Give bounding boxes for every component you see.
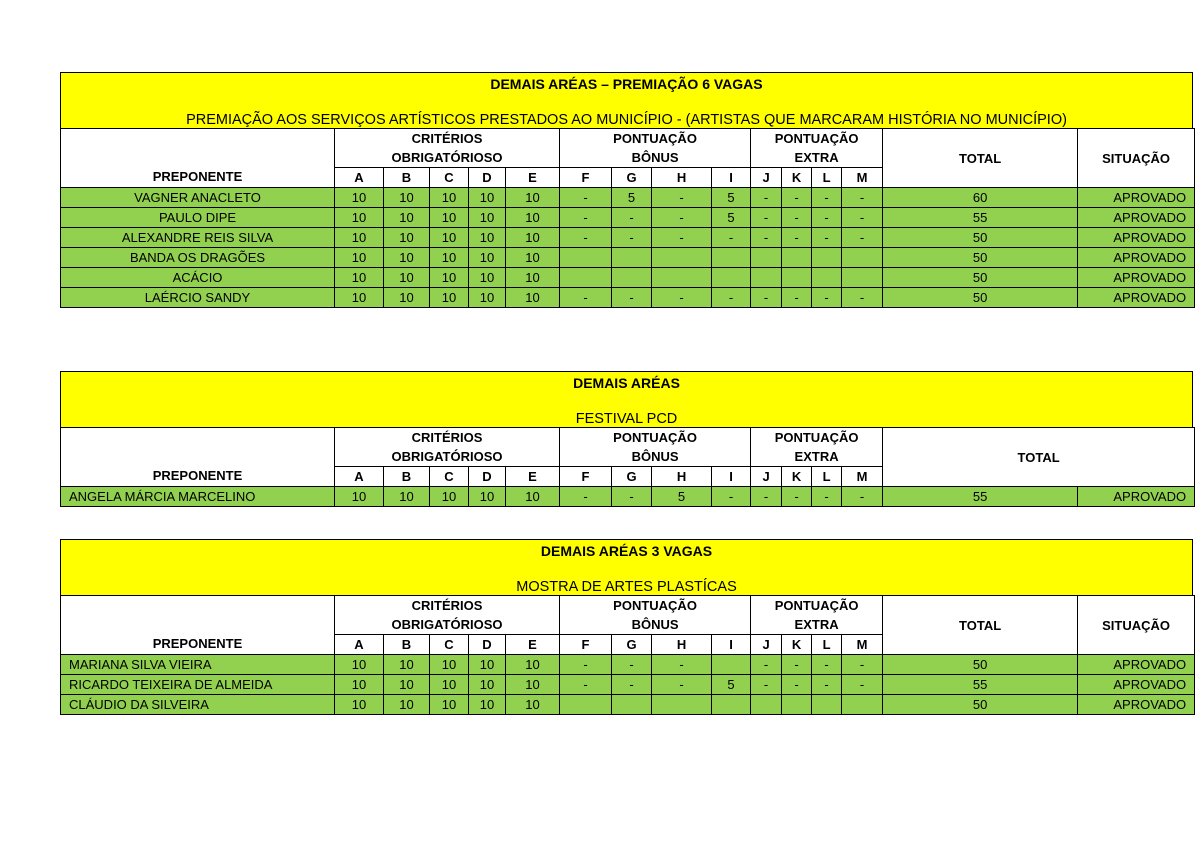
- table-row: [61, 695, 1195, 715]
- score-g: -: [612, 288, 652, 308]
- criterion-letter-b: B: [384, 467, 430, 487]
- score-l: -: [812, 288, 842, 308]
- bonus-header-line1: PONTUAÇÃO: [613, 598, 697, 613]
- score-i: -: [712, 487, 751, 507]
- score-d: 10: [469, 248, 506, 268]
- score-f: -: [560, 288, 612, 308]
- score-j: -: [751, 188, 782, 208]
- situacao-header: SITUAÇÃO: [1078, 129, 1195, 188]
- score-k: [782, 268, 812, 288]
- extra-header-line2: EXTRA: [794, 449, 839, 464]
- table-row: [61, 655, 1195, 675]
- preponente-name: BANDA OS DRAGÕES: [61, 248, 335, 268]
- criterios-header: [335, 596, 560, 635]
- score-e: 10: [506, 248, 560, 268]
- preponente-header-spacer: [61, 129, 335, 168]
- score-a: 10: [335, 208, 384, 228]
- score-b: 10: [384, 288, 430, 308]
- score-a: 10: [335, 675, 384, 695]
- score-h: 5: [652, 487, 712, 507]
- bonus-header: [560, 428, 751, 467]
- score-f: [560, 248, 612, 268]
- total-value: 50: [883, 268, 1078, 288]
- criterion-letter-i: I: [712, 635, 751, 655]
- score-b: 10: [384, 208, 430, 228]
- score-e: 10: [506, 288, 560, 308]
- score-a: 10: [335, 248, 384, 268]
- score-h: -: [652, 228, 712, 248]
- status-value: APROVADO: [1078, 675, 1195, 695]
- table-row: [61, 268, 1195, 288]
- status-value: APROVADO: [1078, 268, 1195, 288]
- preponente-name: LAÉRCIO SANDY: [61, 288, 335, 308]
- criterios-header-line1: CRITÉRIOS: [411, 430, 483, 445]
- score-b: 10: [384, 695, 430, 715]
- score-h: [652, 695, 712, 715]
- score-m: -: [842, 228, 883, 248]
- situacao-header: SITUAÇÃO: [1078, 596, 1195, 655]
- score-a: 10: [335, 268, 384, 288]
- score-m: -: [842, 188, 883, 208]
- score-c: 10: [430, 268, 469, 288]
- criterion-letter-h: H: [652, 635, 712, 655]
- score-j: -: [751, 288, 782, 308]
- score-j: -: [751, 655, 782, 675]
- score-a: 10: [335, 288, 384, 308]
- criterion-letter-i: I: [712, 467, 751, 487]
- score-e: 10: [506, 228, 560, 248]
- total-value: 50: [883, 228, 1078, 248]
- total-value: 50: [883, 248, 1078, 268]
- score-j: [751, 695, 782, 715]
- extra-header: [751, 596, 883, 635]
- criterion-letter-j: J: [751, 168, 782, 188]
- header-row-groups: [61, 129, 1195, 168]
- score-i: [712, 655, 751, 675]
- section-subtitle: PREMIAÇÃO AOS SERVIÇOS ARTÍSTICOS PRESTADOS AO MUNICÍPIO - (ARTISTAS QUE MARCARAM HISTÓRIA NO MUNICÍPIO): [186, 112, 1067, 128]
- score-m: [842, 248, 883, 268]
- score-e: 10: [506, 655, 560, 675]
- score-c: 10: [430, 487, 469, 507]
- score-d: 10: [469, 288, 506, 308]
- score-m: -: [842, 655, 883, 675]
- score-m: [842, 695, 883, 715]
- preponente-name: ACÁCIO: [61, 268, 335, 288]
- bonus-header-line2: BÔNUS: [631, 449, 679, 464]
- score-d: 10: [469, 695, 506, 715]
- score-e: 10: [506, 268, 560, 288]
- score-m: -: [842, 675, 883, 695]
- score-k: -: [782, 675, 812, 695]
- preponente-header: PREPONENTE: [61, 635, 335, 655]
- score-j: -: [751, 208, 782, 228]
- preponente-name: PAULO DIPE: [61, 208, 335, 228]
- preponente-header-spacer: [61, 596, 335, 635]
- score-c: 10: [430, 655, 469, 675]
- score-b: 10: [384, 675, 430, 695]
- table-row: [61, 208, 1195, 228]
- score-f: -: [560, 487, 612, 507]
- score-l: -: [812, 228, 842, 248]
- preponente-name: MARIANA SILVA VIEIRA: [61, 655, 335, 675]
- status-value: APROVADO: [1078, 487, 1195, 507]
- section-title: DEMAIS ARÉAS 3 VAGAS: [540, 543, 713, 559]
- section-title-bar: [60, 539, 1193, 595]
- score-i: -: [712, 288, 751, 308]
- score-k: -: [782, 655, 812, 675]
- criterion-letter-g: G: [612, 168, 652, 188]
- bonus-header: [560, 129, 751, 168]
- score-a: 10: [335, 487, 384, 507]
- extra-header-line1: PONTUAÇÃO: [774, 598, 859, 613]
- score-m: -: [842, 288, 883, 308]
- score-g: [612, 695, 652, 715]
- criterion-letter-e: E: [506, 635, 560, 655]
- score-g: -: [612, 675, 652, 695]
- score-k: [782, 695, 812, 715]
- score-f: -: [560, 655, 612, 675]
- status-value: APROVADO: [1078, 228, 1195, 248]
- criterion-letter-c: C: [430, 635, 469, 655]
- criterion-letter-g: G: [612, 467, 652, 487]
- table-row: [61, 675, 1195, 695]
- criterion-letter-e: E: [506, 467, 560, 487]
- score-l: -: [812, 208, 842, 228]
- score-f: -: [560, 188, 612, 208]
- bonus-header-line1: PONTUAÇÃO: [613, 430, 697, 445]
- score-e: 10: [506, 695, 560, 715]
- score-b: 10: [384, 228, 430, 248]
- section-subtitle: FESTIVAL PCD: [575, 411, 678, 427]
- score-b: 10: [384, 188, 430, 208]
- criterios-header: [335, 428, 560, 467]
- criterion-letter-b: B: [384, 168, 430, 188]
- criterion-letter-j: J: [751, 635, 782, 655]
- score-j: [751, 248, 782, 268]
- extra-header-line1: PONTUAÇÃO: [774, 131, 859, 146]
- extra-header: [751, 428, 883, 467]
- score-j: [751, 268, 782, 288]
- score-c: 10: [430, 248, 469, 268]
- score-l: -: [812, 188, 842, 208]
- score-table: [60, 128, 1195, 308]
- preponente-name: VAGNER ANACLETO: [61, 188, 335, 208]
- score-a: 10: [335, 655, 384, 675]
- extra-header-line2: EXTRA: [794, 150, 839, 165]
- section-title: DEMAIS ARÉAS: [573, 375, 680, 391]
- score-k: -: [782, 228, 812, 248]
- section-title-bar: [60, 371, 1193, 427]
- preponente-name: ALEXANDRE REIS SILVA: [61, 228, 335, 248]
- section-subtitle: MOSTRA DE ARTES PLASTÍCAS: [516, 579, 737, 595]
- score-g: -: [612, 228, 652, 248]
- score-j: -: [751, 487, 782, 507]
- score-e: 10: [506, 675, 560, 695]
- score-h: [652, 248, 712, 268]
- criterion-letter-k: K: [782, 168, 812, 188]
- criterion-letter-m: M: [842, 467, 883, 487]
- criterion-letter-f: F: [560, 635, 612, 655]
- score-m: -: [842, 487, 883, 507]
- preponente-name: ANGELA MÁRCIA MARCELINO: [61, 487, 335, 507]
- total-header: TOTAL: [883, 596, 1078, 655]
- score-f: -: [560, 208, 612, 228]
- score-g: -: [612, 655, 652, 675]
- score-a: 10: [335, 188, 384, 208]
- score-d: 10: [469, 188, 506, 208]
- criterion-letter-i: I: [712, 168, 751, 188]
- score-c: 10: [430, 188, 469, 208]
- criterios-header: [335, 129, 560, 168]
- score-m: -: [842, 208, 883, 228]
- score-k: [782, 248, 812, 268]
- score-table: [60, 427, 1195, 507]
- table-row: [61, 288, 1195, 308]
- score-b: 10: [384, 487, 430, 507]
- score-h: -: [652, 208, 712, 228]
- score-table: [60, 595, 1195, 715]
- score-g: -: [612, 487, 652, 507]
- score-k: -: [782, 188, 812, 208]
- total-value: 55: [883, 675, 1078, 695]
- criterion-letter-d: D: [469, 168, 506, 188]
- criterion-letter-a: A: [335, 168, 384, 188]
- score-a: 10: [335, 695, 384, 715]
- section-title-bar: [60, 72, 1193, 128]
- criterion-letter-f: F: [560, 467, 612, 487]
- score-h: -: [652, 188, 712, 208]
- status-value: APROVADO: [1078, 695, 1195, 715]
- score-f: [560, 268, 612, 288]
- score-k: -: [782, 288, 812, 308]
- total-value: 50: [883, 288, 1078, 308]
- score-i: [712, 695, 751, 715]
- table-row: [61, 188, 1195, 208]
- bonus-header: [560, 596, 751, 635]
- total-value: 60: [883, 188, 1078, 208]
- score-f: -: [560, 675, 612, 695]
- status-value: APROVADO: [1078, 288, 1195, 308]
- section-3: [60, 539, 1193, 715]
- preponente-name: CLÁUDIO DA SILVEIRA: [61, 695, 335, 715]
- criterion-letter-c: C: [430, 467, 469, 487]
- score-c: 10: [430, 208, 469, 228]
- section-2: [60, 371, 1193, 507]
- criterios-header-line2: OBRIGATÓRIOSO: [391, 150, 503, 165]
- criterios-header-line1: CRITÉRIOS: [411, 598, 483, 613]
- score-c: 10: [430, 695, 469, 715]
- bonus-header-line2: BÔNUS: [631, 617, 679, 632]
- preponente-name: RICARDO TEIXEIRA DE ALMEIDA: [61, 675, 335, 695]
- total-value: 55: [883, 208, 1078, 228]
- score-c: 10: [430, 288, 469, 308]
- preponente-header: PREPONENTE: [61, 467, 335, 487]
- total-value: 55: [883, 487, 1078, 507]
- score-d: 10: [469, 487, 506, 507]
- criterion-letter-k: K: [782, 467, 812, 487]
- total-value: 50: [883, 655, 1078, 675]
- criterion-letter-l: L: [812, 467, 842, 487]
- criterion-letter-e: E: [506, 168, 560, 188]
- score-b: 10: [384, 655, 430, 675]
- score-d: 10: [469, 655, 506, 675]
- extra-header: [751, 129, 883, 168]
- header-row-groups: [61, 428, 1195, 467]
- table-row: [61, 487, 1195, 507]
- status-value: APROVADO: [1078, 655, 1195, 675]
- score-h: -: [652, 288, 712, 308]
- criterion-letter-h: H: [652, 467, 712, 487]
- score-i: [712, 268, 751, 288]
- score-e: 10: [506, 487, 560, 507]
- score-h: -: [652, 655, 712, 675]
- score-g: -: [612, 208, 652, 228]
- score-g: [612, 248, 652, 268]
- score-j: -: [751, 228, 782, 248]
- criterion-letter-f: F: [560, 168, 612, 188]
- criterion-letter-m: M: [842, 635, 883, 655]
- score-l: -: [812, 675, 842, 695]
- total-header: TOTAL: [883, 428, 1195, 487]
- criterion-letter-d: D: [469, 635, 506, 655]
- total-value: 50: [883, 695, 1078, 715]
- status-value: APROVADO: [1078, 188, 1195, 208]
- criterion-letter-l: L: [812, 168, 842, 188]
- score-i: 5: [712, 188, 751, 208]
- score-l: [812, 268, 842, 288]
- criterion-letter-a: A: [335, 635, 384, 655]
- extra-header-line1: PONTUAÇÃO: [774, 430, 859, 445]
- score-f: [560, 695, 612, 715]
- score-i: [712, 248, 751, 268]
- score-g: [612, 268, 652, 288]
- criterion-letter-g: G: [612, 635, 652, 655]
- score-b: 10: [384, 248, 430, 268]
- bonus-header-line1: PONTUAÇÃO: [613, 131, 697, 146]
- table-row: [61, 228, 1195, 248]
- score-c: 10: [430, 675, 469, 695]
- extra-header-line2: EXTRA: [794, 617, 839, 632]
- total-header: TOTAL: [883, 129, 1078, 188]
- criterios-header-line1: CRITÉRIOS: [411, 131, 483, 146]
- score-d: 10: [469, 228, 506, 248]
- score-l: [812, 695, 842, 715]
- criterion-letter-m: M: [842, 168, 883, 188]
- score-k: -: [782, 208, 812, 228]
- section-title: DEMAIS ARÉAS – PREMIAÇÃO 6 VAGAS: [490, 76, 763, 92]
- score-h: [652, 268, 712, 288]
- criterion-letter-a: A: [335, 467, 384, 487]
- score-b: 10: [384, 268, 430, 288]
- criterion-letter-k: K: [782, 635, 812, 655]
- score-f: -: [560, 228, 612, 248]
- section-1: [60, 72, 1193, 308]
- criterios-header-line2: OBRIGATÓRIOSO: [391, 449, 503, 464]
- score-a: 10: [335, 228, 384, 248]
- preponente-header: PREPONENTE: [61, 168, 335, 188]
- score-m: [842, 268, 883, 288]
- status-value: APROVADO: [1078, 208, 1195, 228]
- score-c: 10: [430, 228, 469, 248]
- score-d: 10: [469, 208, 506, 228]
- bonus-header-line2: BÔNUS: [631, 150, 679, 165]
- score-d: 10: [469, 675, 506, 695]
- criterion-letter-d: D: [469, 467, 506, 487]
- status-value: APROVADO: [1078, 248, 1195, 268]
- table-row: [61, 248, 1195, 268]
- score-j: -: [751, 675, 782, 695]
- score-l: -: [812, 655, 842, 675]
- criterion-letter-c: C: [430, 168, 469, 188]
- criterion-letter-j: J: [751, 467, 782, 487]
- score-i: 5: [712, 208, 751, 228]
- score-e: 10: [506, 208, 560, 228]
- score-l: [812, 248, 842, 268]
- score-g: 5: [612, 188, 652, 208]
- criterion-letter-b: B: [384, 635, 430, 655]
- score-i: 5: [712, 675, 751, 695]
- criterion-letter-h: H: [652, 168, 712, 188]
- score-k: -: [782, 487, 812, 507]
- criterion-letter-l: L: [812, 635, 842, 655]
- header-row-groups: [61, 596, 1195, 635]
- score-d: 10: [469, 268, 506, 288]
- score-e: 10: [506, 188, 560, 208]
- preponente-header-spacer: [61, 428, 335, 467]
- score-i: -: [712, 228, 751, 248]
- score-h: -: [652, 675, 712, 695]
- criterios-header-line2: OBRIGATÓRIOSO: [391, 617, 503, 632]
- score-l: -: [812, 487, 842, 507]
